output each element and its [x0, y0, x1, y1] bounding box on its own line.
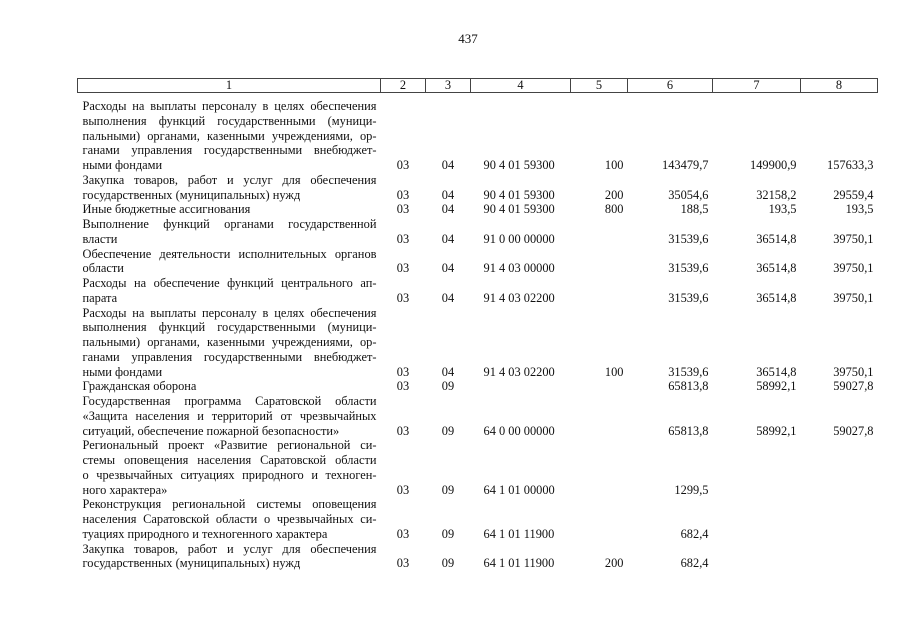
subsection-code: 04: [441, 364, 455, 379]
amount-col6: 682,4: [680, 556, 709, 571]
subsection-code: 09: [441, 526, 455, 541]
target-article: 91 0 00 00000: [483, 231, 555, 246]
subsection-code: 09: [441, 556, 455, 571]
target-article: [471, 379, 571, 394]
target-article: 91 4 03 00000: [483, 261, 555, 276]
description-line: ными фондами: [82, 158, 163, 172]
target-article: 64 1 01 00000: [483, 482, 555, 497]
table-body: [78, 93, 878, 572]
row-description: [78, 542, 381, 572]
subsection-code: 04: [441, 202, 455, 217]
amount-col8: 59027,8: [833, 423, 874, 438]
section-code: 03: [396, 158, 410, 172]
description-line: Выполнение функций органами государственной: [82, 217, 377, 231]
amount-col7: 149900,9: [750, 158, 797, 172]
expense-type: 100: [604, 364, 624, 379]
description-line: ного характера»: [82, 482, 168, 497]
section-code: 03: [396, 261, 410, 276]
table-row: [78, 379, 878, 394]
description-line: Расходы на выплаты персоналу в целях обеспечения: [82, 305, 377, 320]
section-code: 03: [396, 202, 410, 217]
subsection-code: 04: [441, 261, 455, 276]
table-row: [78, 542, 878, 572]
section-code: 03: [396, 556, 410, 571]
description-line: о чрезвычайных ситуациях природного и техноген-: [82, 467, 377, 482]
amount-col8: 39750,1: [833, 290, 874, 305]
amount-col8: 157633,3: [827, 158, 874, 172]
target-article: 91 4 03 02200: [483, 364, 555, 379]
table-row: [78, 202, 878, 217]
target-article: 91 4 03 02200: [483, 290, 555, 305]
budget-table: [77, 78, 878, 571]
description-line: выполнения функций государственными (муници-: [82, 320, 377, 335]
expense-type: [571, 497, 628, 541]
target-article: 90 4 01 59300: [483, 187, 555, 202]
section-code: 03: [396, 423, 410, 438]
amount-col6: 682,4: [680, 526, 709, 541]
amount-col7: 58992,1: [756, 379, 797, 394]
amount-col8: [801, 438, 878, 497]
amount-col7: 32158,2: [756, 187, 797, 202]
description-line: Расходы на обеспечение функций центрального ап-: [82, 276, 377, 290]
description-line: Расходы на выплаты персоналу в целях обеспечения: [82, 99, 377, 113]
description-line: Обеспечение деятельности исполнительных органов: [82, 246, 377, 261]
description-line: Иные бюджетные ассигнования: [82, 202, 251, 217]
amount-col6: 31539,6: [668, 231, 709, 246]
description-line: Государственная программа Саратовской области: [82, 394, 377, 408]
row-description: [78, 306, 381, 380]
table-row: [78, 93, 878, 173]
description-line: пальными) органами, казенными учреждениями, ор-: [82, 128, 377, 143]
table-row: [78, 217, 878, 247]
target-article: 64 1 01 11900: [483, 556, 555, 571]
subsection-code: 09: [441, 379, 455, 394]
section-code: 03: [396, 379, 410, 394]
amount-col8: [801, 497, 878, 541]
column-header-5: 5: [571, 79, 628, 93]
amount-col7: 58992,1: [756, 423, 797, 438]
amount-col7: 36514,8: [756, 290, 797, 305]
column-header-2: 2: [381, 79, 426, 93]
amount-col6: 31539,6: [668, 290, 709, 305]
table-row: [78, 247, 878, 277]
row-description: [78, 497, 381, 541]
table-row: [78, 497, 878, 541]
amount-col7: 36514,8: [756, 231, 797, 246]
column-header-8: 8: [801, 79, 878, 93]
description-line: «Защита населения и территорий от чрезвычайных: [82, 408, 377, 423]
amount-col7: [713, 542, 801, 572]
target-article: 64 1 01 11900: [483, 526, 555, 541]
amount-col6: 1299,5: [674, 482, 709, 497]
table-row: [78, 306, 878, 380]
description-line: государственных (муниципальных) нужд: [82, 187, 301, 202]
expense-type: [571, 247, 628, 277]
amount-col7: 36514,8: [756, 364, 797, 379]
amount-col6: 143479,7: [662, 158, 709, 172]
expense-type: [571, 276, 628, 306]
amount-col8: 39750,1: [833, 261, 874, 276]
section-code: 03: [396, 187, 410, 202]
amount-col6: 65813,8: [668, 379, 709, 394]
description-line: ситуаций, обеспечение пожарной безопасности»: [82, 423, 340, 438]
expense-type: 200: [604, 556, 624, 571]
column-header-3: 3: [426, 79, 471, 93]
amount-col6: 188,5: [680, 202, 709, 217]
amount-col7: [713, 497, 801, 541]
target-article: 64 0 00 00000: [483, 423, 555, 438]
description-line: Региональный проект «Развитие региональной си-: [82, 438, 377, 453]
description-line: парата: [82, 290, 118, 305]
expense-type: [571, 379, 628, 394]
description-line: туациях природного и техногенного характера: [82, 526, 328, 541]
amount-col8: 29559,4: [833, 187, 874, 202]
column-header-7: 7: [713, 79, 801, 93]
section-code: 03: [396, 526, 410, 541]
row-description: [78, 247, 381, 277]
description-line: области: [82, 261, 124, 276]
table-row: [78, 438, 878, 497]
row-description: [78, 438, 381, 497]
expense-type: [571, 438, 628, 497]
expense-type: [571, 394, 628, 438]
table-row: [78, 394, 878, 438]
amount-col6: 31539,6: [668, 261, 709, 276]
row-description: [78, 379, 381, 394]
description-line: Закупка товаров, работ и услуг для обеспечения: [82, 172, 377, 187]
description-line: пальными) органами, казенными учреждениями, ор-: [82, 335, 377, 349]
amount-col6: 35054,6: [668, 187, 709, 202]
description-line: населения Саратовской области о чрезвычайных си-: [82, 512, 377, 526]
section-code: 03: [396, 482, 410, 497]
subsection-code: 09: [441, 423, 455, 438]
column-header-6: 6: [628, 79, 713, 93]
description-line: стемы оповещения населения Саратовской области: [82, 453, 377, 467]
amount-col7: 36514,8: [756, 261, 797, 276]
amount-col7: [713, 438, 801, 497]
row-description: [78, 93, 381, 173]
row-description: [78, 276, 381, 306]
amount-col8: 193,5: [845, 202, 874, 217]
description-line: Реконструкция региональной системы оповещения: [82, 497, 377, 512]
description-line: Гражданская оборона: [82, 379, 197, 394]
expense-type: 100: [604, 158, 624, 172]
target-article: 90 4 01 59300: [483, 202, 555, 217]
description-line: выполнения функций государственными (муници-: [82, 113, 377, 128]
subsection-code: 04: [441, 290, 455, 305]
row-description: [78, 173, 381, 203]
row-description: [78, 394, 381, 438]
row-description: [78, 202, 381, 217]
subsection-code: 04: [441, 158, 455, 172]
amount-col7: 193,5: [768, 202, 797, 217]
description-line: Закупка товаров, работ и услуг для обеспечения: [82, 541, 377, 556]
row-description: [78, 217, 381, 247]
subsection-code: 09: [441, 482, 455, 497]
description-line: государственных (муниципальных) нужд: [82, 556, 301, 571]
section-code: 03: [396, 290, 410, 305]
table-row: [78, 276, 878, 306]
amount-col8: [801, 542, 878, 572]
subsection-code: 04: [441, 187, 455, 202]
amount-col6: 31539,6: [668, 364, 709, 379]
amount-col8: 59027,8: [833, 379, 874, 394]
amount-col8: 39750,1: [833, 231, 874, 246]
table-row: [78, 173, 878, 203]
column-header-1: 1: [78, 79, 381, 93]
amount-col6: 65813,8: [668, 423, 709, 438]
target-article: 90 4 01 59300: [483, 158, 555, 172]
description-line: ганами управления государственными внебюджет-: [82, 143, 377, 158]
description-line: ными фондами: [82, 364, 163, 379]
page-number: 437: [458, 31, 478, 46]
subsection-code: 04: [441, 231, 455, 246]
amount-col8: 39750,1: [833, 364, 874, 379]
expense-type: [571, 217, 628, 247]
section-code: 03: [396, 231, 410, 246]
column-header-4: 4: [471, 79, 571, 93]
section-code: 03: [396, 364, 410, 379]
header-row: [78, 79, 878, 93]
expense-type: 800: [604, 202, 624, 217]
description-line: власти: [82, 231, 118, 246]
expense-type: 200: [604, 187, 624, 202]
description-line: ганами управления государственными внебюджет-: [82, 349, 377, 364]
